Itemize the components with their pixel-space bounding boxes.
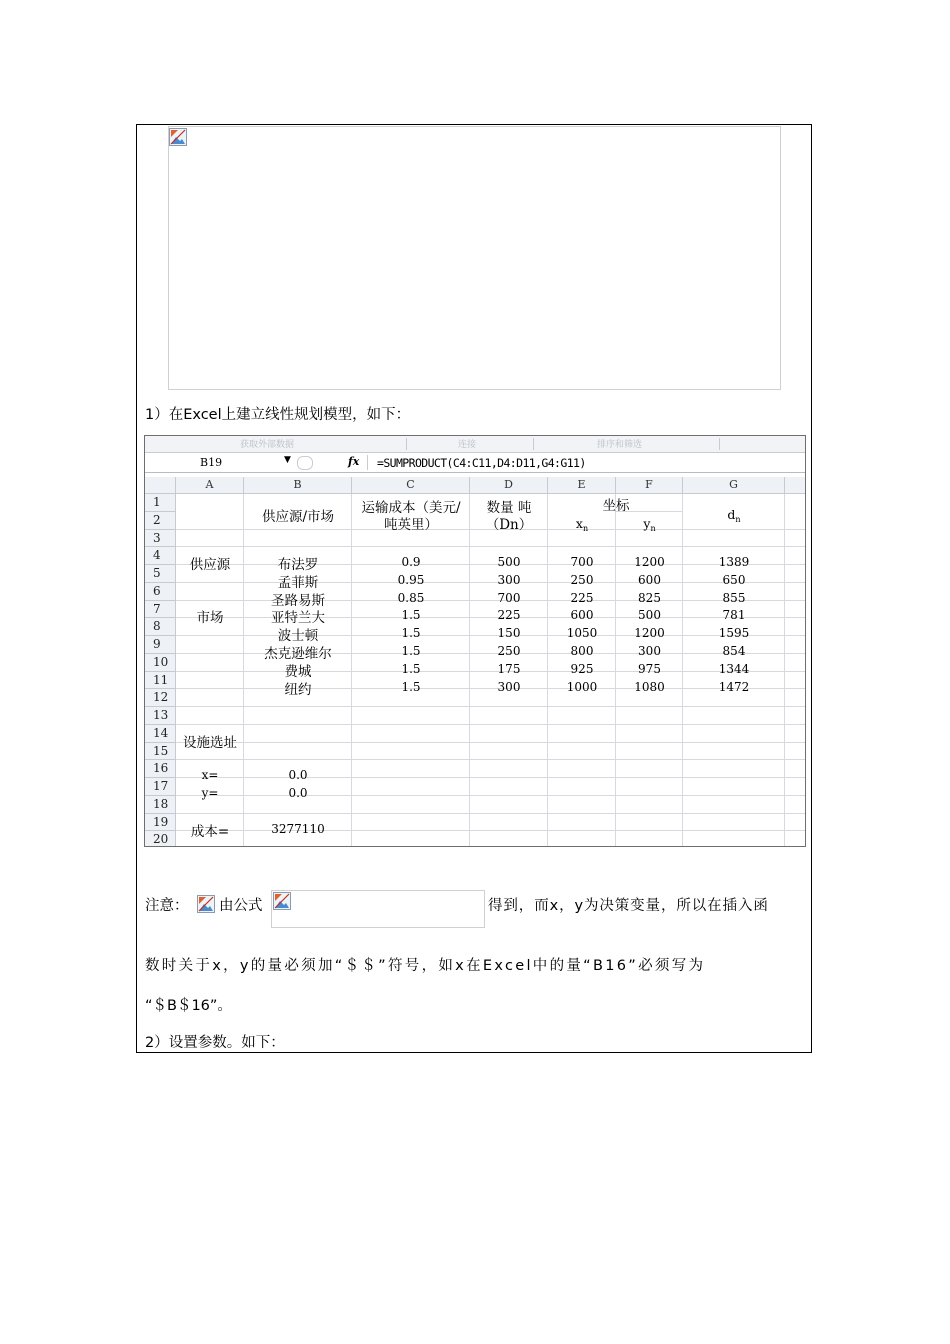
cell-cost[interactable]: 1.5	[401, 626, 421, 640]
cell-d[interactable]: 854	[722, 644, 746, 658]
cell-location[interactable]: 圣路易斯	[271, 593, 325, 609]
broken-formula-image-icon	[197, 895, 215, 913]
cell-d[interactable]: 650	[722, 573, 746, 587]
y-label[interactable]: y=	[201, 786, 219, 800]
header-cell-yn[interactable]: $y_n$	[643, 516, 656, 533]
cell-location[interactable]: 波士顿	[277, 628, 319, 644]
column-header-f[interactable]: F	[616, 477, 683, 494]
broken-formula-box	[271, 890, 485, 928]
chevron-down-icon[interactable]: ▼	[284, 455, 291, 465]
cell-location[interactable]: 费城	[284, 664, 312, 680]
column-header-e[interactable]: E	[548, 477, 616, 494]
x-value[interactable]: 0.0	[288, 768, 308, 782]
cell-x[interactable]: 925	[570, 662, 594, 676]
broken-image-placeholder	[168, 126, 781, 390]
cell-d[interactable]: 1595	[718, 626, 750, 640]
column-header-g[interactable]: G	[683, 477, 785, 494]
cell-y[interactable]: 1080	[634, 680, 665, 694]
cell-quantity[interactable]: 225	[497, 608, 521, 622]
cell-location[interactable]: 纽约	[284, 682, 312, 698]
note-prefix: 注意：	[145, 898, 189, 914]
cell-d[interactable]: 1472	[718, 680, 750, 694]
row-header[interactable]: 18	[145, 796, 176, 814]
note-suffix: 得到，而x，y为决策变量，所以在插入函	[488, 898, 769, 914]
fx-icon[interactable]: fx	[348, 455, 360, 468]
excel-ribbon	[145, 436, 805, 453]
row-header[interactable]: 4	[145, 547, 176, 565]
cell-y[interactable]: 825	[638, 591, 661, 605]
x-label[interactable]: x=	[201, 768, 219, 782]
header-cell-quantity-line1[interactable]: 数量 吨	[486, 500, 532, 516]
ribbon-group-sort-filter[interactable]: 排序和筛选	[597, 440, 643, 450]
name-box[interactable]: B19 ▼	[200, 455, 291, 469]
row-header[interactable]: 3	[145, 530, 176, 547]
cell-quantity[interactable]: 300	[497, 573, 521, 587]
cell-cost[interactable]: 1.5	[401, 680, 421, 694]
header-cell-cost-line1[interactable]: 运输成本（美元/	[361, 500, 461, 516]
note-line3: “＄B＄16”。	[145, 998, 232, 1014]
group-label-supply[interactable]: 供应源	[189, 557, 231, 573]
cell-location[interactable]: 孟菲斯	[277, 575, 319, 591]
note-line2: 数时关于x，y的量必须加“＄＄”符号，如x在Excel中的量“B16”必须写为	[145, 958, 706, 974]
header-cell-xn[interactable]: $x_n$	[575, 516, 589, 533]
cell-cost[interactable]: 1.5	[401, 644, 421, 658]
cell-d[interactable]: 1344	[718, 662, 750, 676]
cell-location[interactable]: 杰克逊维尔	[264, 646, 332, 662]
cell-d[interactable]: 781	[722, 608, 746, 622]
cell-y[interactable]: 500	[638, 608, 661, 622]
row-header[interactable]: 13	[145, 707, 176, 725]
row-header[interactable]: 11	[145, 672, 176, 689]
column-header-d[interactable]: D	[470, 477, 548, 494]
cost-value[interactable]: 3277110	[271, 822, 325, 836]
note-line1	[145, 894, 189, 915]
note-mid: 由公式	[219, 898, 263, 914]
formula-bar	[145, 453, 805, 473]
row-header[interactable]: 1	[145, 494, 176, 512]
cell-y[interactable]: 1200	[634, 626, 665, 640]
row-header[interactable]: 15	[145, 743, 176, 760]
cell-location[interactable]: 亚特兰大	[271, 610, 325, 626]
cell-quantity[interactable]: 700	[497, 591, 521, 605]
row-header[interactable]: 2	[145, 512, 176, 530]
cell-cost[interactable]: 0.85	[397, 591, 425, 605]
header-cell-coordinates[interactable]: 坐标	[602, 498, 630, 514]
cell-cost[interactable]: 0.95	[397, 573, 425, 587]
row-header[interactable]: 17	[145, 778, 176, 796]
column-header-a[interactable]: A	[176, 477, 244, 494]
cell-x[interactable]: 1050	[566, 626, 598, 640]
row-header[interactable]: 16	[145, 760, 176, 778]
header-cell-quantity-line2[interactable]: （Dn）	[485, 517, 533, 533]
cell-quantity[interactable]: 250	[497, 644, 521, 658]
row-header[interactable]: 20	[145, 831, 176, 847]
cell-location[interactable]: 布法罗	[277, 557, 319, 573]
row-header[interactable]: 10	[145, 654, 176, 672]
cost-label[interactable]: 成本=	[190, 824, 230, 840]
cell-x[interactable]: 700	[570, 555, 594, 569]
cell-x[interactable]: 800	[570, 644, 594, 658]
column-header-blank[interactable]	[785, 477, 806, 494]
cell-quantity[interactable]: 175	[497, 662, 521, 676]
excel-screenshot	[144, 435, 806, 847]
cell-quantity[interactable]: 150	[497, 626, 521, 640]
row-header[interactable]: 9	[145, 636, 176, 654]
row-header[interactable]: 5	[145, 565, 176, 583]
cell-quantity[interactable]: 500	[497, 555, 521, 569]
row-header[interactable]: 12	[145, 689, 176, 707]
step1-text: 1）在Excel上建立线性规划模型，如下：	[145, 407, 411, 423]
column-header-b[interactable]: B	[244, 477, 352, 494]
cell-y[interactable]: 300	[638, 644, 661, 658]
y-value[interactable]: 0.0	[288, 786, 308, 800]
row-header[interactable]: 14	[145, 725, 176, 743]
cell-x[interactable]: 225	[570, 591, 594, 605]
cell-cost[interactable]: 1.5	[401, 608, 421, 622]
group-label-market[interactable]: 市场	[196, 610, 224, 626]
formula-bar-circle-icon	[297, 456, 313, 470]
header-cell-cost-line2[interactable]: 吨英里）	[384, 517, 438, 533]
cell-d[interactable]: 1389	[718, 555, 750, 569]
cell-cost[interactable]: 1.5	[401, 662, 421, 676]
step2-text: 2）设置参数。如下：	[145, 1035, 285, 1051]
cell-quantity[interactable]: 300	[497, 680, 521, 694]
ribbon-group-connections[interactable]: 连接	[458, 440, 477, 450]
row-header[interactable]: 7	[145, 601, 176, 618]
cell-d[interactable]: 855	[722, 591, 746, 605]
formula-input[interactable]: =SUMPRODUCT(C4:C11,D4:D11,G4:G11)	[377, 456, 586, 470]
cell-x[interactable]: 1000	[566, 680, 598, 694]
header-cell-dn[interactable]: $d_n$	[727, 507, 741, 524]
row-header[interactable]: 19	[145, 814, 176, 831]
ribbon-group-external-data[interactable]: 获取外部数据	[240, 440, 295, 450]
cell-y[interactable]: 600	[638, 573, 661, 587]
broken-image-icon	[169, 128, 187, 146]
cell-y[interactable]: 975	[638, 662, 661, 676]
cell-y[interactable]: 1200	[634, 555, 665, 569]
select-all-corner[interactable]	[145, 477, 176, 494]
cell-cost[interactable]: 0.9	[401, 555, 421, 569]
column-header-c[interactable]: C	[352, 477, 470, 494]
row-header[interactable]: 6	[145, 583, 176, 601]
header-cell-supply-market[interactable]: 供应源/市场	[261, 509, 335, 525]
facility-title[interactable]: 设施选址	[183, 735, 237, 751]
row-header[interactable]: 8	[145, 618, 176, 636]
broken-image-icon	[273, 892, 291, 910]
cell-x[interactable]: 250	[570, 573, 594, 587]
cell-x[interactable]: 600	[570, 608, 594, 622]
